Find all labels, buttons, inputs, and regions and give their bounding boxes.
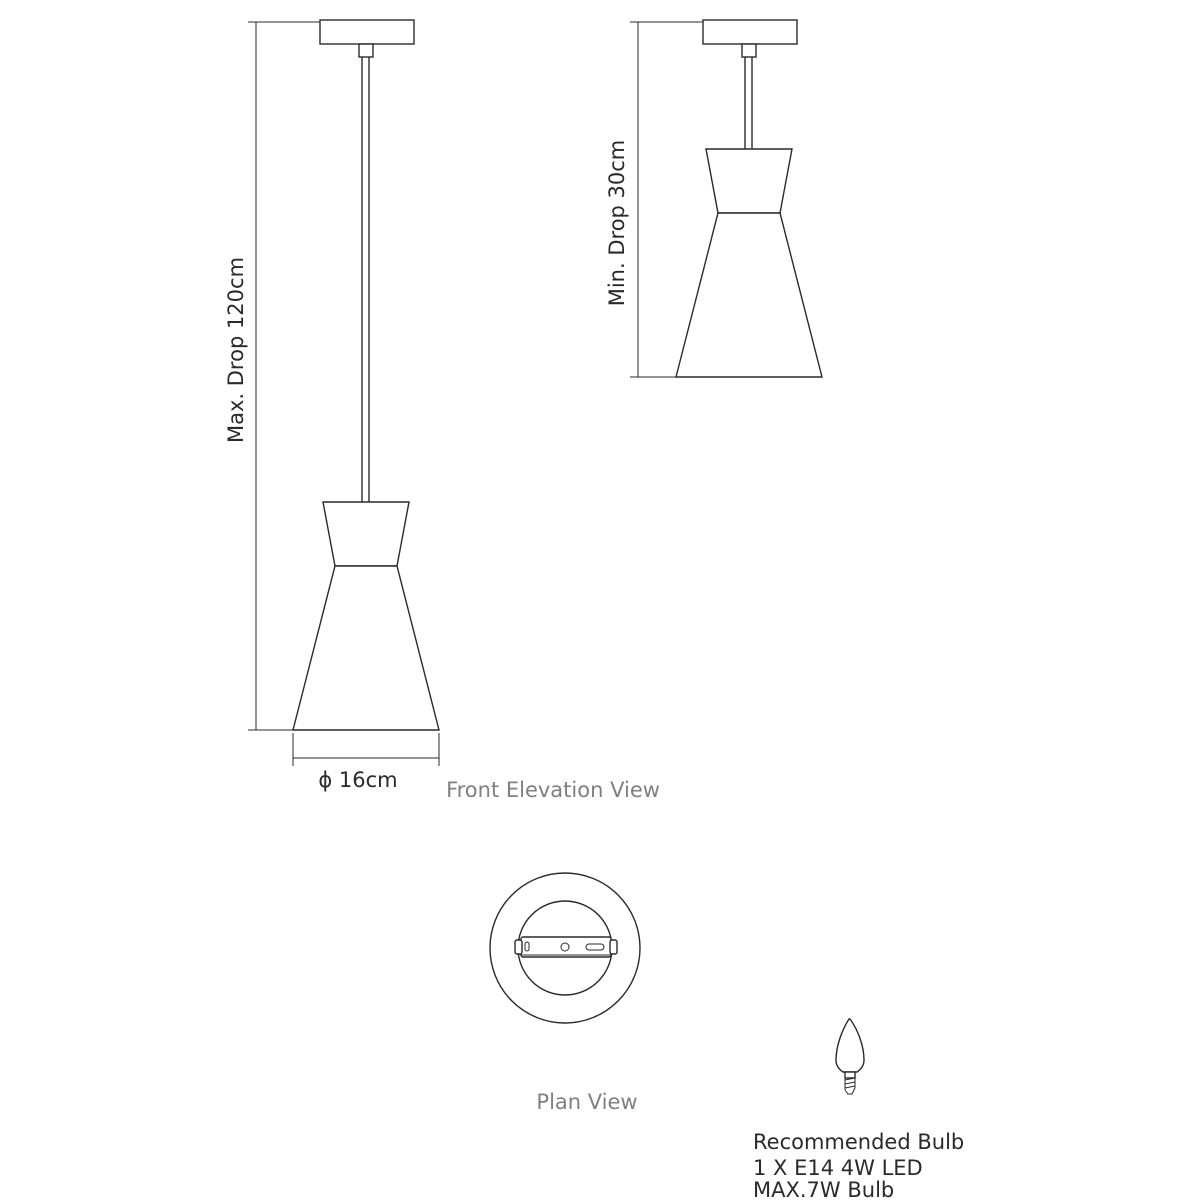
ceiling-canopy <box>320 20 414 44</box>
canopy-connector-min <box>742 44 756 57</box>
min-drop-label: Min. Drop 30cm <box>605 139 629 307</box>
front-elevation-label: Front Elevation View <box>446 778 660 802</box>
min-drop-lamp <box>676 20 822 377</box>
diameter-label: ϕ 16cm <box>318 768 398 792</box>
max-drop-lamp <box>293 20 439 730</box>
diameter-dimension <box>293 733 439 766</box>
lower-shade <box>293 566 439 730</box>
canopy-connector <box>359 44 373 57</box>
bulb-heading: Recommended Bulb <box>753 1130 965 1154</box>
max-drop-label: Max. Drop 120cm <box>224 256 248 444</box>
bulb-max: MAX.7W Bulb <box>753 1178 895 1200</box>
mounting-bracket <box>521 937 611 957</box>
lower-shade-min <box>676 213 822 377</box>
upper-shade <box>323 502 409 566</box>
upper-shade-min <box>706 149 792 213</box>
bulb-spec: 1 X E14 4W LED <box>753 1156 923 1180</box>
ceiling-canopy-min <box>703 20 797 44</box>
candle-bulb-icon <box>836 1019 864 1094</box>
plan-view-drawing <box>490 873 640 1023</box>
max-drop-dimension <box>248 22 320 730</box>
plan-view-label: Plan View <box>536 1090 638 1114</box>
